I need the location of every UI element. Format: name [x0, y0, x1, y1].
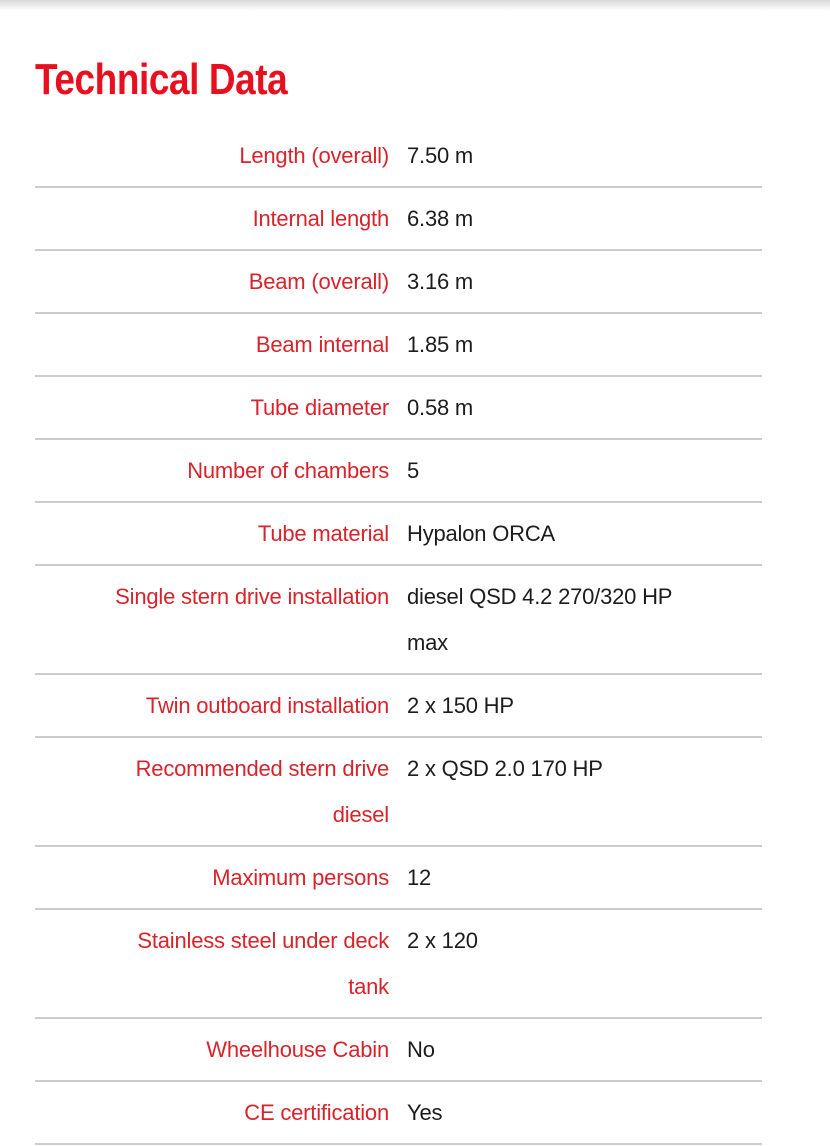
spec-label-text: Twin outboard installation — [145, 692, 389, 718]
spec-row-recommended-stern-drive — [35, 738, 762, 847]
spec-row-under-deck-tank — [35, 910, 762, 1019]
spec-label-text: Wheelhouse Cabin — [206, 1036, 389, 1062]
spec-row-tube-material — [35, 503, 762, 566]
spec-value-text: 2 x 150 HP — [407, 692, 514, 718]
spec-row-wheelhouse-cabin — [35, 1019, 762, 1082]
spec-label — [35, 1027, 389, 1073]
spec-value — [407, 196, 762, 242]
spec-label — [35, 574, 389, 620]
spec-label — [35, 259, 389, 305]
spec-label — [35, 855, 389, 901]
spec-row-internal-length — [35, 188, 762, 251]
spec-label-text: Tube diameter — [250, 394, 389, 420]
spec-value-text: Yes — [407, 1099, 443, 1125]
spec-label — [35, 196, 389, 242]
spec-row-number-of-chambers — [35, 440, 762, 503]
spec-value-text: 0.58 m — [407, 394, 474, 420]
spec-value — [407, 322, 762, 368]
spec-label-text: CE certification — [244, 1099, 389, 1125]
spec-label — [35, 448, 389, 494]
spec-label-text: Length (overall) — [239, 142, 389, 168]
spec-row-ce-certification — [35, 1082, 762, 1145]
spec-value — [407, 385, 762, 431]
spec-row-twin-outboard — [35, 675, 762, 738]
spec-label-text: Beam internal — [255, 331, 389, 357]
spec-value-text: 7.50 m — [407, 142, 474, 168]
spec-value-text: 12 — [407, 864, 432, 890]
spec-value — [407, 574, 762, 666]
spec-row-maximum-persons — [35, 847, 762, 910]
spec-value — [407, 448, 762, 494]
spec-label-text: Single stern drive installation — [115, 583, 389, 609]
spec-value — [407, 259, 762, 305]
spec-value-text: diesel QSD 4.2 270/320 HP max — [407, 583, 672, 655]
spec-label-text: Internal length — [252, 205, 389, 231]
spec-label-text: Tube material — [257, 520, 389, 546]
spec-table — [35, 125, 762, 1145]
spec-row-beam-overall — [35, 251, 762, 314]
spec-label-text: Recommended stern drive diesel — [135, 755, 389, 827]
spec-label — [35, 683, 389, 729]
spec-value-text: 5 — [407, 457, 420, 483]
spec-label — [35, 1090, 389, 1136]
spec-label — [35, 385, 389, 431]
spec-value — [407, 1027, 762, 1073]
spec-value-text: 1.85 m — [407, 331, 474, 357]
spec-label — [35, 746, 389, 838]
spec-row-single-stern-drive — [35, 566, 762, 675]
spec-value-text: Hypalon ORCA — [407, 520, 555, 546]
spec-label-text: Stainless steel under deck tank — [137, 927, 389, 999]
spec-label — [35, 511, 389, 557]
spec-row-beam-internal — [35, 314, 762, 377]
top-strip — [0, 0, 830, 10]
technical-data-section — [35, 55, 762, 1145]
spec-value — [407, 918, 762, 964]
spec-value-text: 6.38 m — [407, 205, 474, 231]
spec-value-text: No — [407, 1036, 435, 1062]
spec-label-text: Maximum persons — [212, 864, 389, 890]
spec-value-text: 2 x 120 — [407, 927, 478, 953]
spec-label — [35, 133, 389, 179]
spec-value-text: 3.16 m — [407, 268, 474, 294]
spec-value — [407, 1090, 762, 1136]
spec-value — [407, 511, 762, 557]
spec-label-text: Beam (overall) — [248, 268, 389, 294]
page-title: Technical Data — [35, 55, 288, 104]
spec-value — [407, 746, 762, 792]
spec-label — [35, 322, 389, 368]
spec-value — [407, 683, 762, 729]
spec-label — [35, 918, 389, 1010]
spec-value-text: 2 x QSD 2.0 170 HP — [407, 755, 603, 781]
spec-row-tube-diameter — [35, 377, 762, 440]
spec-value — [407, 855, 762, 901]
spec-row-length-overall — [35, 125, 762, 188]
spec-label-text: Number of chambers — [187, 457, 389, 483]
spec-value — [407, 133, 762, 179]
